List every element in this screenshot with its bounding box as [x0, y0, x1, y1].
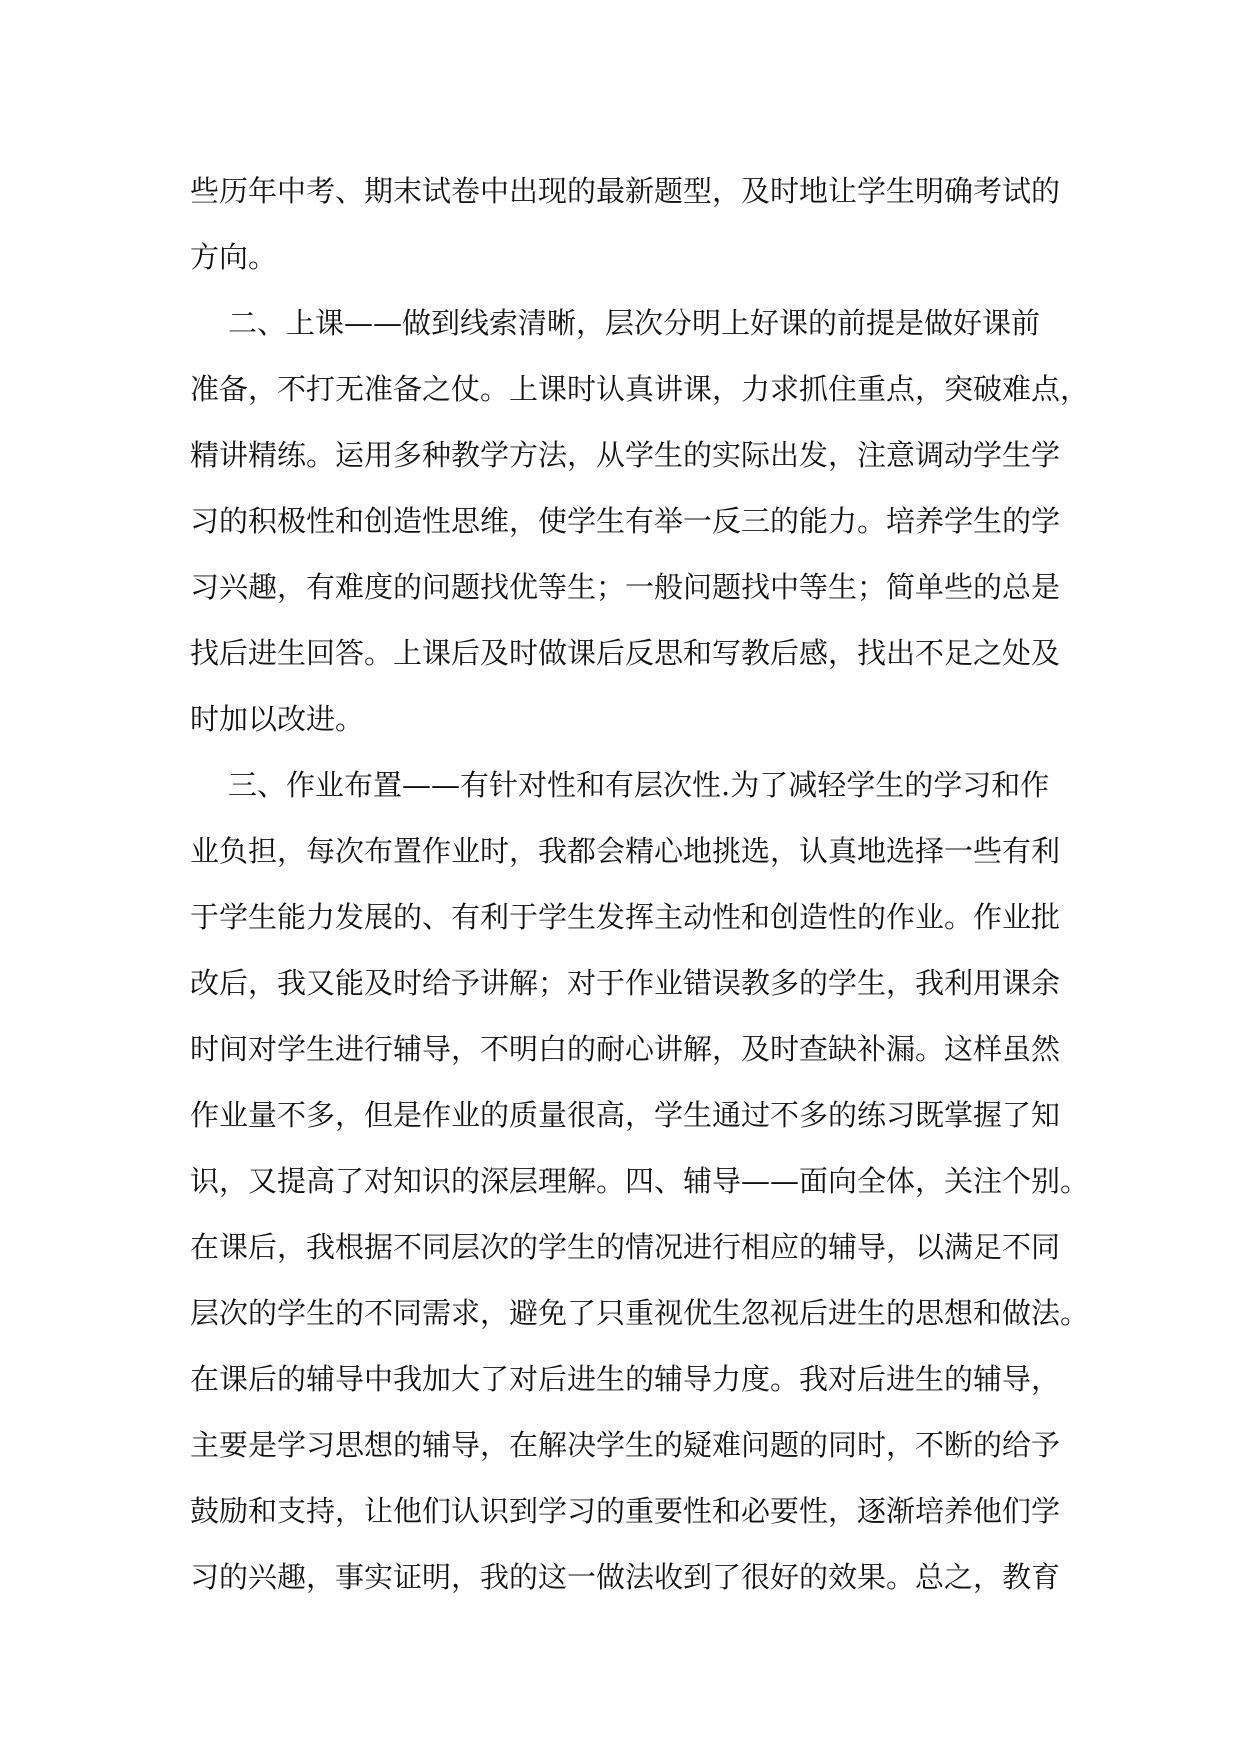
- text-line: 主要是学习思想的辅导，在解决学生的疑难问题的同时，不断的给予: [190, 1428, 1061, 1462]
- text-line: 识，又提高了对知识的深层理解。四、辅导——面向全体，关注个别。: [190, 1164, 1090, 1198]
- text-line: 时间对学生进行辅导，不明白的耐心讲解，及时查缺补漏。这样虽然: [190, 1032, 1061, 1066]
- text-line: 作业量不多，但是作业的质量很高，学生通过不多的练习既掌握了知: [190, 1098, 1061, 1132]
- text-line: 准备，不打无准备之仗。上课时认真讲课，力求抓住重点，突破难点，: [190, 372, 1090, 406]
- section-heading-line: 三、作业布置——有针对性和有层次性.为了减轻学生的学习和作: [228, 768, 1050, 802]
- text-line: 习的积极性和创造性思维，使学生有举一反三的能力。培养学生的学: [190, 504, 1061, 538]
- section-heading-line: 二、上课——做到线索清晰，层次分明上好课的前提是做好课前: [228, 306, 1041, 340]
- text-line: 些历年中考、期末试卷中出现的最新题型，及时地让学生明确考试的: [190, 174, 1061, 208]
- text-line: 在课后的辅导中我加大了对后进生的辅导力度。我对后进生的辅导，: [190, 1362, 1061, 1396]
- body-text: [190, 158, 1090, 1610]
- text-line: 找后进生回答。上课后及时做课后反思和写教后感，找出不足之处及: [190, 636, 1061, 670]
- text-line: 层次的学生的不同需求，避免了只重视优生忽视后进生的思想和做法。: [190, 1296, 1090, 1330]
- text-line: 改后，我又能及时给予讲解；对于作业错误教多的学生，我利用课余: [190, 966, 1061, 1000]
- text-line: 方向。: [190, 240, 278, 274]
- text-line: 习兴趣，有难度的问题找优等生；一般问题找中等生；简单些的总是: [190, 570, 1061, 604]
- text-line: 时加以改进。: [190, 702, 365, 736]
- text-line: 鼓励和支持，让他们认识到学习的重要性和必要性，逐渐培养他们学: [190, 1494, 1061, 1528]
- text-line: 精讲精练。运用多种教学方法，从学生的实际出发，注意调动学生学: [190, 438, 1061, 472]
- text-line: 业负担，每次布置作业时，我都会精心地挑选，认真地选择一些有利: [190, 834, 1061, 868]
- text-line: 习的兴趣，事实证明，我的这一做法收到了很好的效果。总之，教育: [190, 1560, 1061, 1594]
- text-line: 在课后，我根据不同层次的学生的情况进行相应的辅导，以满足不同: [190, 1230, 1061, 1264]
- text-line: 于学生能力发展的、有利于学生发挥主动性和创造性的作业。作业批: [190, 900, 1061, 934]
